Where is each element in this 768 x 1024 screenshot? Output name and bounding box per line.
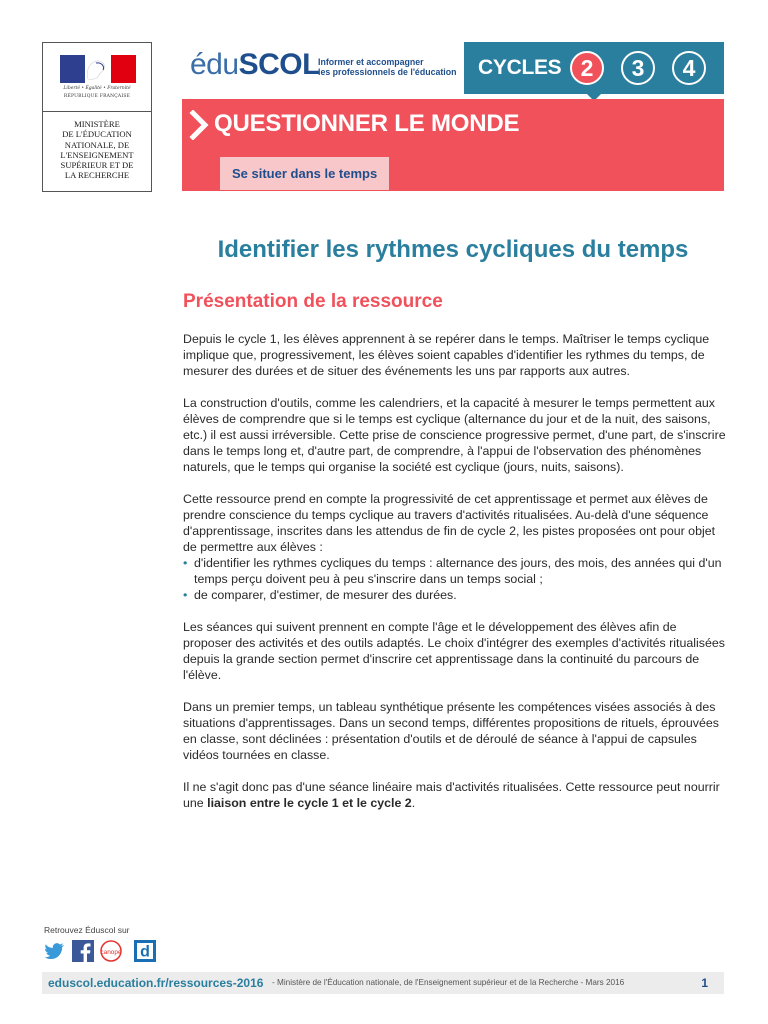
theme-tag: Se situer dans le temps <box>220 157 389 190</box>
subject-banner <box>182 99 724 191</box>
list-item <box>183 555 728 587</box>
paragraph: Cette ressource prend en compte la progressivité de cet apprentissage et permet aux élèves de prendre conscience du temps cyclique au travers d'activités ritualisées. Au-delà d'une séquence d'apprentissage, inscrites dans les attendus de fin de cycle 2, les pistes proposées ont pour objet de permettre aux élèves : <box>183 492 716 554</box>
ministere-line: L'ENSEIGNEMENT <box>60 149 134 160</box>
section-title: Présentation de la ressource <box>183 291 443 312</box>
chevron-right-icon <box>188 110 212 140</box>
page-title: Identifier les rythmes cycliques du temps <box>217 236 689 263</box>
list-item <box>183 587 728 603</box>
ministere-line: MINISTÈRE <box>74 119 120 129</box>
ministere-line: DE L'ÉDUCATION <box>62 129 132 140</box>
canope-text: canopé <box>100 949 122 956</box>
bullet-icon: • <box>183 556 188 570</box>
cycles-banner <box>464 42 724 94</box>
cycle-4-badge: 4 <box>672 51 706 85</box>
cycles-label: CYCLES <box>478 56 562 79</box>
paragraph: Dans un premier temps, un tableau synthétique présente les compétences visées associés à des situations d'apprentissages. Dans un second temps, différentes propositions de rituels, éprouvées en classe, sont déclinées : présentation d'outils et de déroulé de séance à l'appui de capsules vidéos tournées en classe. <box>183 700 719 762</box>
tagline-line-1: Informer et accompagner <box>318 57 424 67</box>
paragraph: Depuis le cycle 1, les élèves apprennent à se repérer dans le temps. Maîtriser le temps cyclique implique que, progressivement, les élèves soient capables d'identifier les rythmes du temps, de mesurer des durées et de situer des événements les uns par rapports aux autres. <box>183 332 710 378</box>
bullet-icon: • <box>183 588 188 602</box>
brand-bold: SCOL <box>238 48 320 81</box>
dailymotion-icon[interactable] <box>134 940 156 962</box>
tagline-line-2: les professionnels de l'éducation <box>318 67 457 77</box>
twitter-icon[interactable] <box>44 940 66 962</box>
ministry-logo <box>42 42 152 192</box>
ministere-line: SUPÉRIEUR ET DE <box>60 160 134 171</box>
eduscol-tagline <box>318 57 456 77</box>
liaison-emphasis: liaison entre le cycle 1 et le cycle 2 <box>207 796 412 810</box>
cycle-3-badge: 3 <box>621 51 655 85</box>
footer-credits: - Ministère de l'Éducation nationale, de l'Enseignement supérieur et de la Recherche - Mars 2016 <box>272 978 625 987</box>
marianne-icon <box>82 57 112 81</box>
social-caption: Retrouvez Éduscol sur <box>44 925 130 935</box>
subject-title: QUESTIONNER LE MONDE <box>214 110 520 137</box>
dailymotion-text: d <box>140 943 150 961</box>
list-item-text: d'identifier les rythmes cycliques du temps : alternance des jours, des mois, des années qui d'un temps perçu doivent peu à peu s'inscrire dans un temps social ; <box>194 556 722 586</box>
brand-light: édu <box>190 48 239 81</box>
facebook-icon[interactable] <box>72 940 94 962</box>
logo-divider <box>43 111 151 112</box>
footer-bar <box>42 972 724 994</box>
bullet-list <box>183 555 728 603</box>
cycle-2-badge: 2 <box>570 51 604 85</box>
eduscol-logo <box>190 48 320 82</box>
paragraph: Les séances qui suivent prennent en compte l'âge et le développement des élèves afin de proposer des activités et des outils adaptés. Le choix d'intégrer des exemples d'activités ritualisées depuis la grande section permet d'inscrire cet apprentissage dans la continuité du parcours de l'élève. <box>183 620 725 682</box>
ministere-line: NATIONALE, DE <box>64 139 130 150</box>
page-number: 1 <box>701 976 708 990</box>
paragraph <box>183 779 728 811</box>
eduscol-banner <box>182 42 464 94</box>
paragraph-text: Il ne s'agit donc pas d'une séance linéaire mais d'activités ritualisées. Cette ressource peut nourrir une <box>183 780 720 810</box>
footer-url-link[interactable]: eduscol.education.fr/ressources-2016 <box>48 976 264 990</box>
marianne-block <box>43 43 151 111</box>
paragraph-text: . <box>411 796 416 810</box>
ministere-name <box>43 119 151 181</box>
ministere-line: LA RECHERCHE <box>64 170 130 181</box>
body-text <box>183 331 728 827</box>
devise: Liberté • Égalité • Fraternité <box>63 86 131 91</box>
canope-icon[interactable] <box>100 940 122 962</box>
list-item-text: de comparer, d'estimer, de mesurer des durées. <box>194 588 457 602</box>
republique-francaise: RÉPUBLIQUE FRANÇAISE <box>63 94 131 99</box>
flag-icon <box>60 55 136 83</box>
paragraph: La construction d'outils, comme les calendriers, et la capacité à mesurer le temps permettent aux élèves de comprendre que si le temps est cyclique (alternance du jour et de la nuit, des saisons, etc.) il est aussi irréversible. Cette prise de conscience progressive permet, d'une part, de s'inscrire dans le temps long et, d'autre part, de comprendre, à l'appui de l'observation des phénomènes naturels, que le temps qui organise la société est cyclique (jours, nuits, saisons). <box>183 396 726 474</box>
